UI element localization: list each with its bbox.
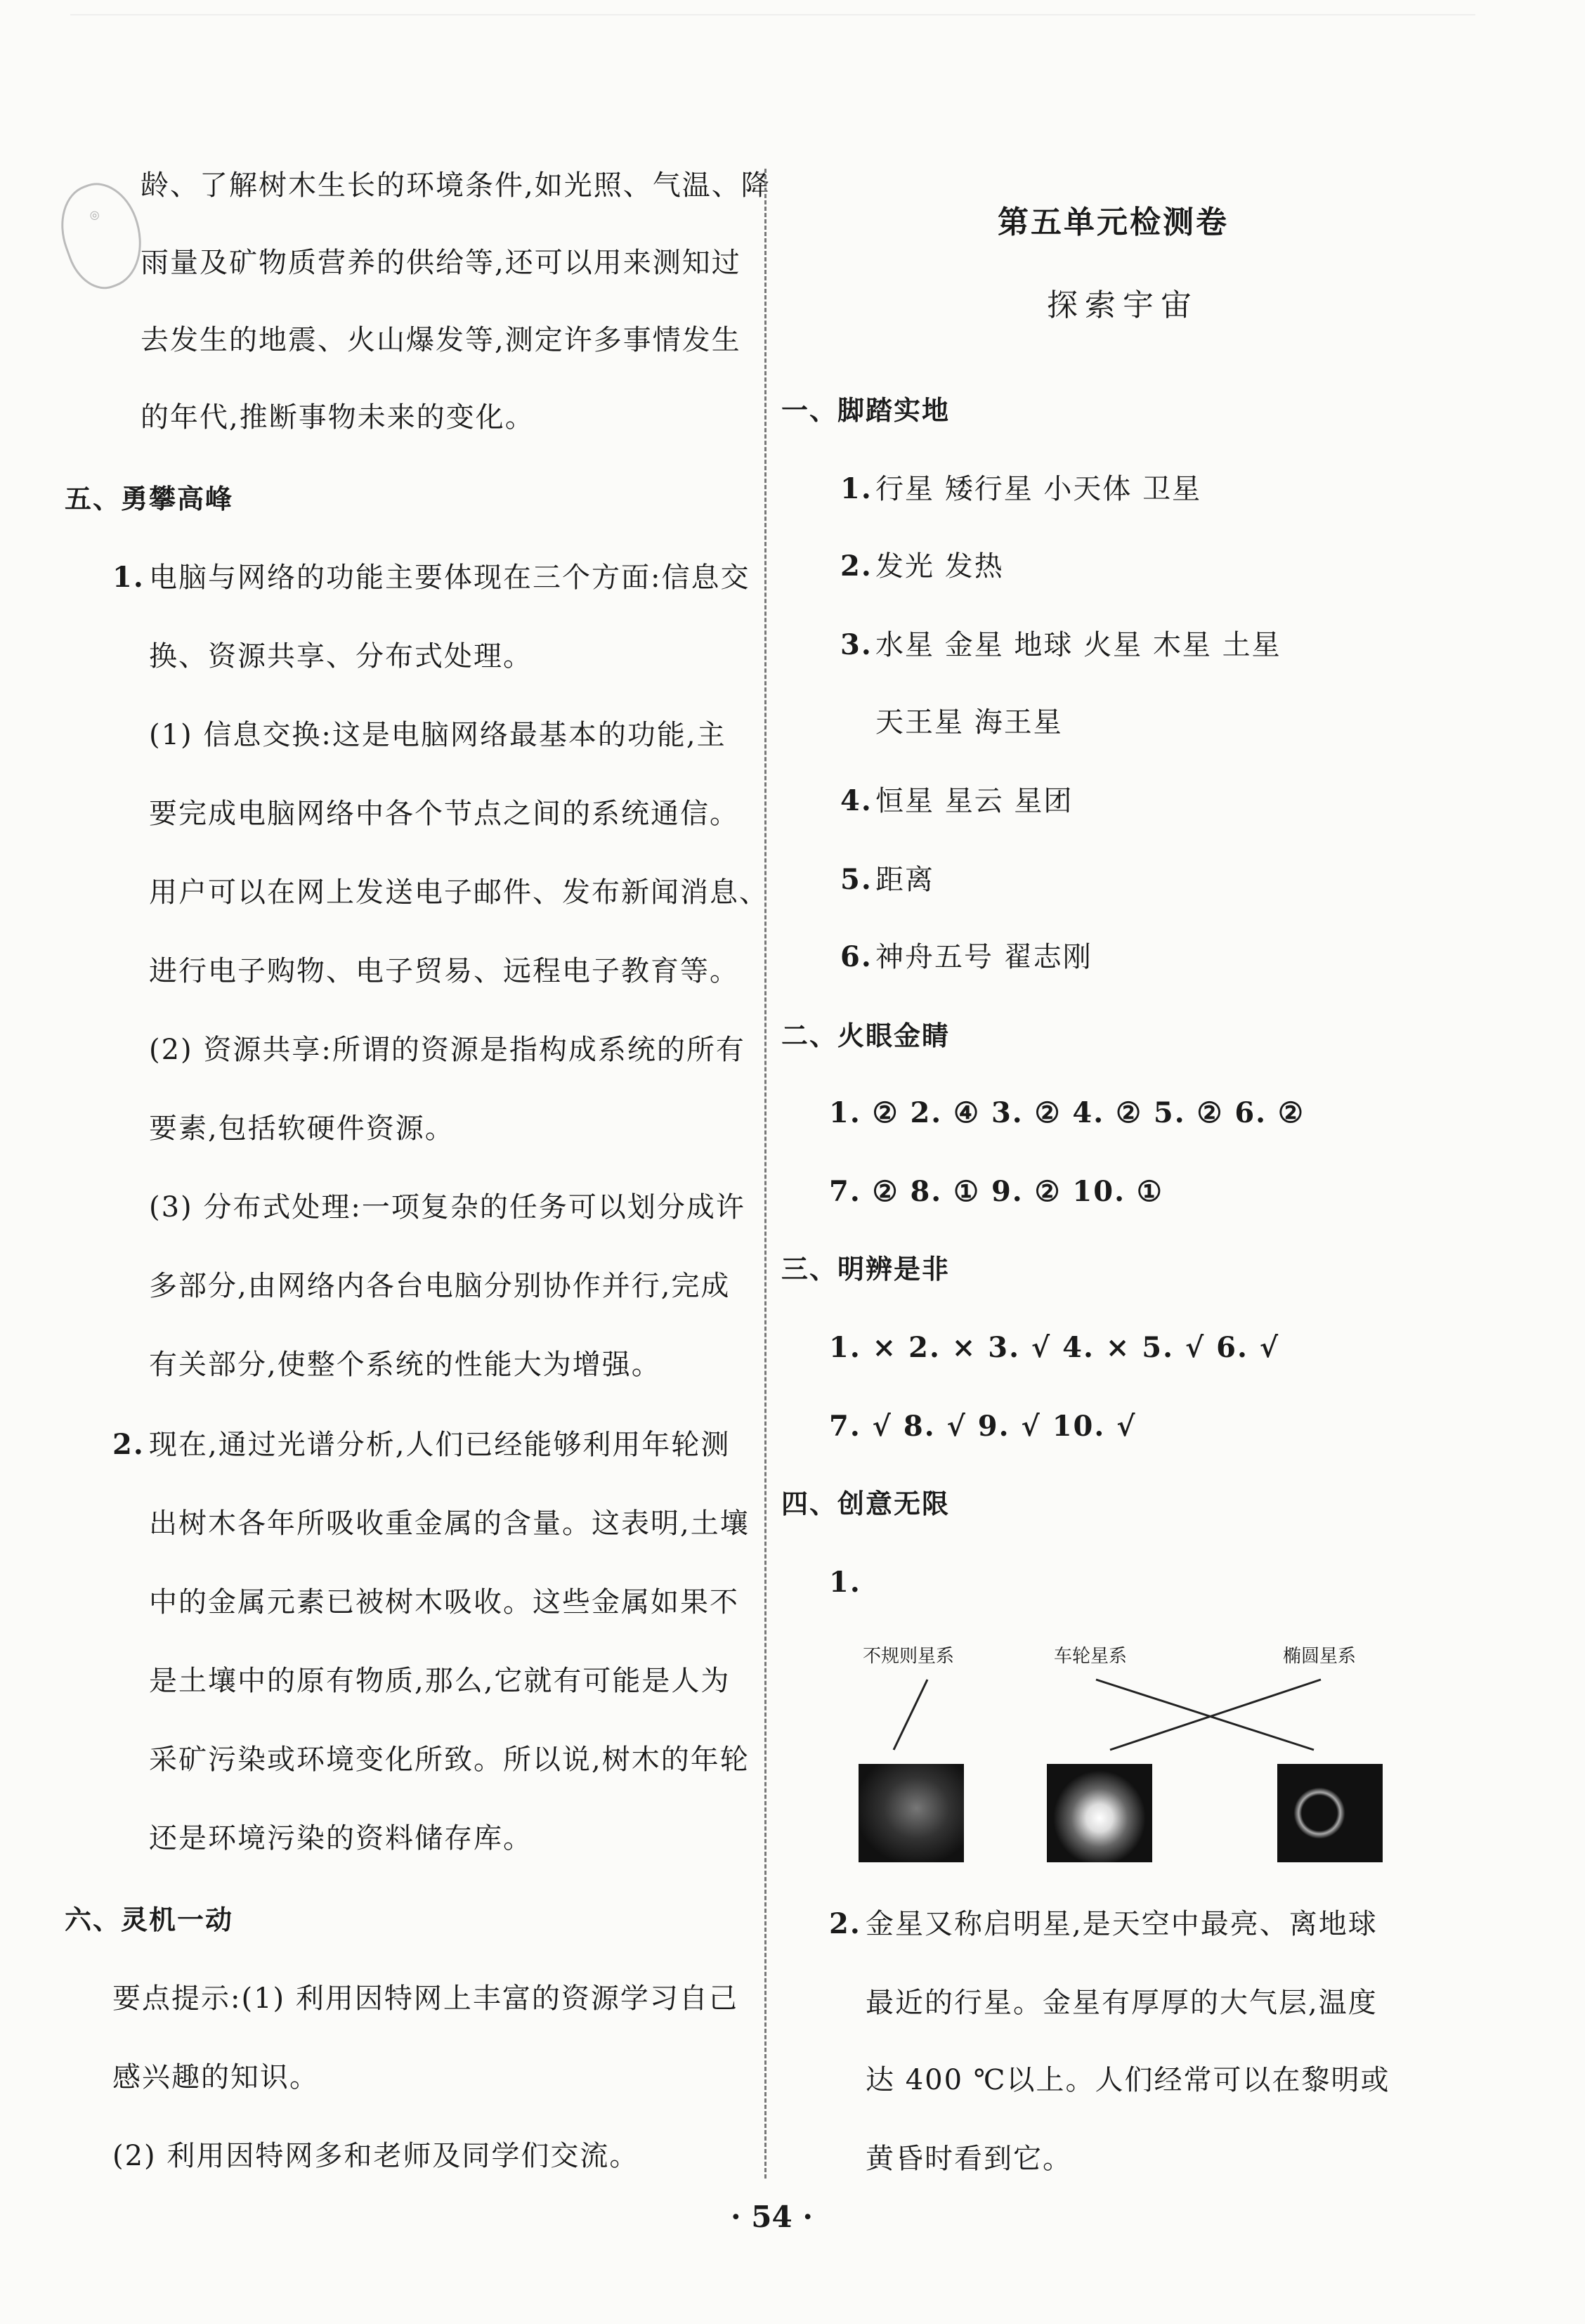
s6-line: 感兴趣的知识。 [112,2061,319,2093]
section-four-title: 四、创意无限 [781,1488,951,1519]
section-two-title: 二、火眼金睛 [781,1020,951,1051]
intro-line: 龄、了解树木生长的环境条件,如光照、气温、降 [141,169,771,202]
q2-answer-line: 金星又称启明星,是天空中最亮、离地球 [866,1908,1378,1940]
q1-line: (3) 分布式处理:一项复杂的任务可以划分成许 [149,1191,745,1223]
galaxy-label-irregular: 不规则星系 [863,1646,955,1667]
school-stamp: ◎ [48,173,157,299]
galaxy-label-elliptical: 椭圆星系 [1283,1646,1357,1667]
match-line-irregular [894,1680,927,1750]
item-text: 发光 发热 [875,550,1004,583]
choice-row: 7. ② 8. ① 9. ② 10. ① [829,1175,1163,1208]
q2-answer-line: 黄昏时看到它。 [866,2143,1072,2175]
q1-line: 进行电子购物、电子贸易、远程电子教育等。 [149,955,739,987]
item-number: 2. [840,550,873,583]
intro-line: 雨量及矿物质营养的供给等,还可以用来测知过 [141,247,741,279]
item-number: 5. [840,863,873,896]
q2-answer-line: 最近的行星。金星有厚厚的大气层,温度 [866,1987,1378,2019]
q2-line: 采矿污染或环境变化所致。所以说,树木的年轮 [149,1744,750,1776]
q2-line: 出树木各年所吸收重金属的含量。这表明,土壤 [149,1507,750,1540]
irregular-galaxy-image [859,1764,964,1862]
item-text: 神舟五号 翟志刚 [875,941,1092,973]
item-text: 恒星 星云 星团 [875,785,1074,817]
judge-row: 7. √ 8. √ 9. √ 10. √ [829,1410,1137,1443]
wheel-galaxy-image [1277,1764,1383,1862]
section-one-title: 一、脚踏实地 [781,395,951,426]
q1-line: 有关部分,使整个系统的性能大为增强。 [149,1349,661,1381]
item-number: 2. [829,1907,861,1940]
q2-line: 中的金属元素已被树木吸收。这些金属如果不 [149,1586,739,1618]
page-number: · 54 · [731,2200,813,2234]
q2-line: 还是环境污染的资料储存库。 [149,1822,533,1855]
item-text: 距离 [875,864,934,896]
q1-line: (2) 资源共享:所谓的资源是指构成系统的所有 [149,1034,745,1066]
item-number: 1. [840,472,873,505]
item-text: 天王星 海王星 [875,706,1063,739]
item-number: 6. [840,940,873,973]
q1-line: 要素,包括软硬件资源。 [149,1112,455,1145]
q1-line: 用户可以在网上发送电子邮件、发布新闻消息、 [149,876,769,909]
item-number: 1. [829,1566,861,1599]
q1-line: 电脑与网络的功能主要体现在三个方面:信息交 [149,561,750,594]
intro-line: 的年代,推断事物未来的变化。 [141,401,535,434]
unit-subtitle: 探索宇宙 [1047,287,1199,323]
section-three-title: 三、明辨是非 [781,1254,951,1285]
match-line-wheel [1096,1680,1314,1750]
item-text: 行星 矮行星 小天体 卫星 [875,473,1202,505]
s6-line: 要点提示:(1) 利用因特网上丰富的资源学习自己 [112,1982,738,2015]
question-number: 1. [112,561,145,594]
q2-line: 是土壤中的原有物质,那么,它就有可能是人为 [149,1665,731,1697]
q2-answer-line: 达 400 ℃以上。人们经常可以在黎明或 [866,2064,1390,2096]
match-line-elliptical [1110,1680,1321,1750]
elliptical-galaxy-image [1047,1764,1152,1862]
question-number: 2. [112,1428,145,1461]
item-number: 3. [840,628,873,661]
q1-line: (1) 信息交换:这是电脑网络最基本的功能,主 [149,719,726,751]
intro-line: 去发生的地震、火山爆发等,测定许多事情发生 [141,324,741,356]
section-five-title: 五、勇攀高峰 [65,483,234,514]
unit-title: 第五单元检测卷 [998,205,1229,240]
q1-line: 换、资源共享、分布式处理。 [149,640,533,673]
choice-row: 1. ② 2. ④ 3. ② 4. ② 5. ② 6. ② [829,1096,1305,1129]
judge-row: 1. × 2. × 3. √ 4. × 5. √ 6. √ [829,1331,1280,1364]
item-text: 水星 金星 地球 火星 木星 土星 [875,629,1281,661]
item-number: 4. [840,784,873,817]
section-six-title: 六、灵机一动 [65,1904,234,1935]
s6-line: (2) 利用因特网多和老师及同学们交流。 [112,2140,639,2172]
q1-line: 要完成电脑网络中各个节点之间的系统通信。 [149,798,739,830]
q2-line: 现在,通过光谱分析,人们已经能够利用年轮测 [149,1429,731,1461]
q1-line: 多部分,由网络内各台电脑分别协作并行,完成 [149,1270,731,1302]
galaxy-label-wheel: 车轮星系 [1054,1646,1128,1667]
